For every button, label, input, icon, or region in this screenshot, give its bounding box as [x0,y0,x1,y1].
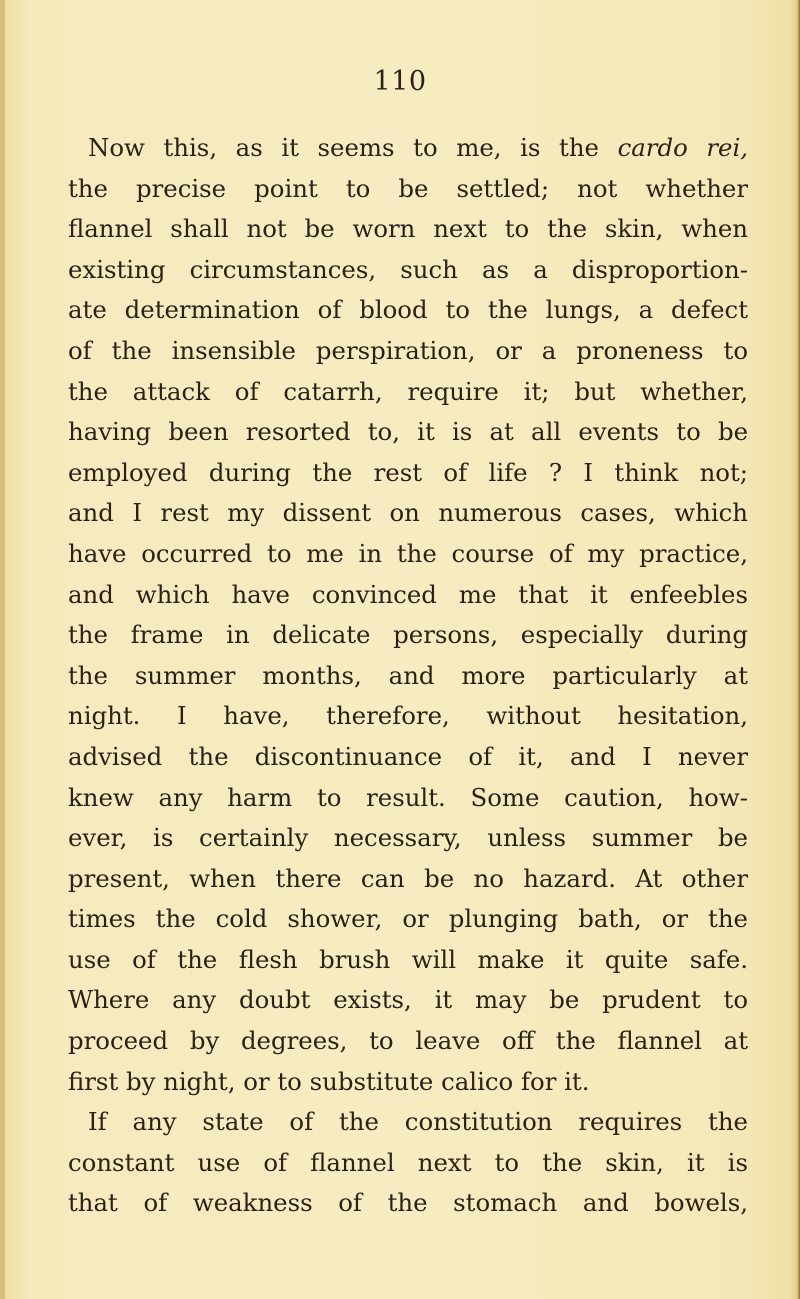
text-line: use of the flesh brush will make it quite safe. [68,944,748,974]
text-line: and which have convinced me that it enfeebles [68,579,748,609]
text-line: If any state of the constitution requires the [88,1107,748,1137]
text-line [68,128,748,169]
text-line: that of weakness of the stomach and bowels, [68,1188,748,1218]
text-line: having been resorted to, it is at all events to be [68,417,748,447]
paragraph [68,1102,748,1224]
text-line: the attack of catarrh, require it; but whether, [68,376,748,406]
text-line: present, when there can be no hazard. At other [68,863,748,893]
text-line: the precise point to be settled; not whether [68,173,748,203]
text-line: flannel shall not be worn next to the skin, when [68,214,748,244]
text-line: employed during the rest of life ? I think not; [68,457,748,487]
text-line-roman: Now this, as it seems to me, is the [88,133,618,162]
text-line: Where any doubt exists, it may be prudent to [68,985,748,1015]
text-line: night. I have, therefore, without hesitation, [68,701,748,731]
text-line: proceed by degrees, to leave off the flannel at [68,1026,748,1056]
page-right-edge [790,0,800,1299]
text-line-italic: cardo rei, [617,133,748,162]
page-left-edge [0,0,5,1299]
text-line: ate determination of blood to the lungs, a defect [68,295,748,325]
text-line: have occurred to me in the course of my practice, [68,538,748,568]
text-line: constant use of flannel next to the skin, it is [68,1147,748,1177]
text-line: the frame in delicate persons, especially during [68,620,748,650]
text-line: existing circumstances, such as a disproportion- [68,254,748,284]
paragraph [68,128,748,1102]
text-line: of the insensible perspiration, or a proneness to [68,335,748,365]
text-line: advised the discontinuance of it, and I never [68,741,748,771]
body-text [68,128,748,1224]
text-line: times the cold shower, or plunging bath, or the [68,904,748,934]
text-line: ever, is certainly necessary, unless summer be [68,823,748,853]
text-line: and I rest my dissent on numerous cases, which [68,498,748,528]
text-line: the summer months, and more particularly at [68,660,748,690]
text-line: first by night, or to substitute calico for it. [68,1066,590,1096]
text-line: knew any harm to result. Some caution, how- [68,782,748,812]
page-number: 110 [373,66,427,97]
